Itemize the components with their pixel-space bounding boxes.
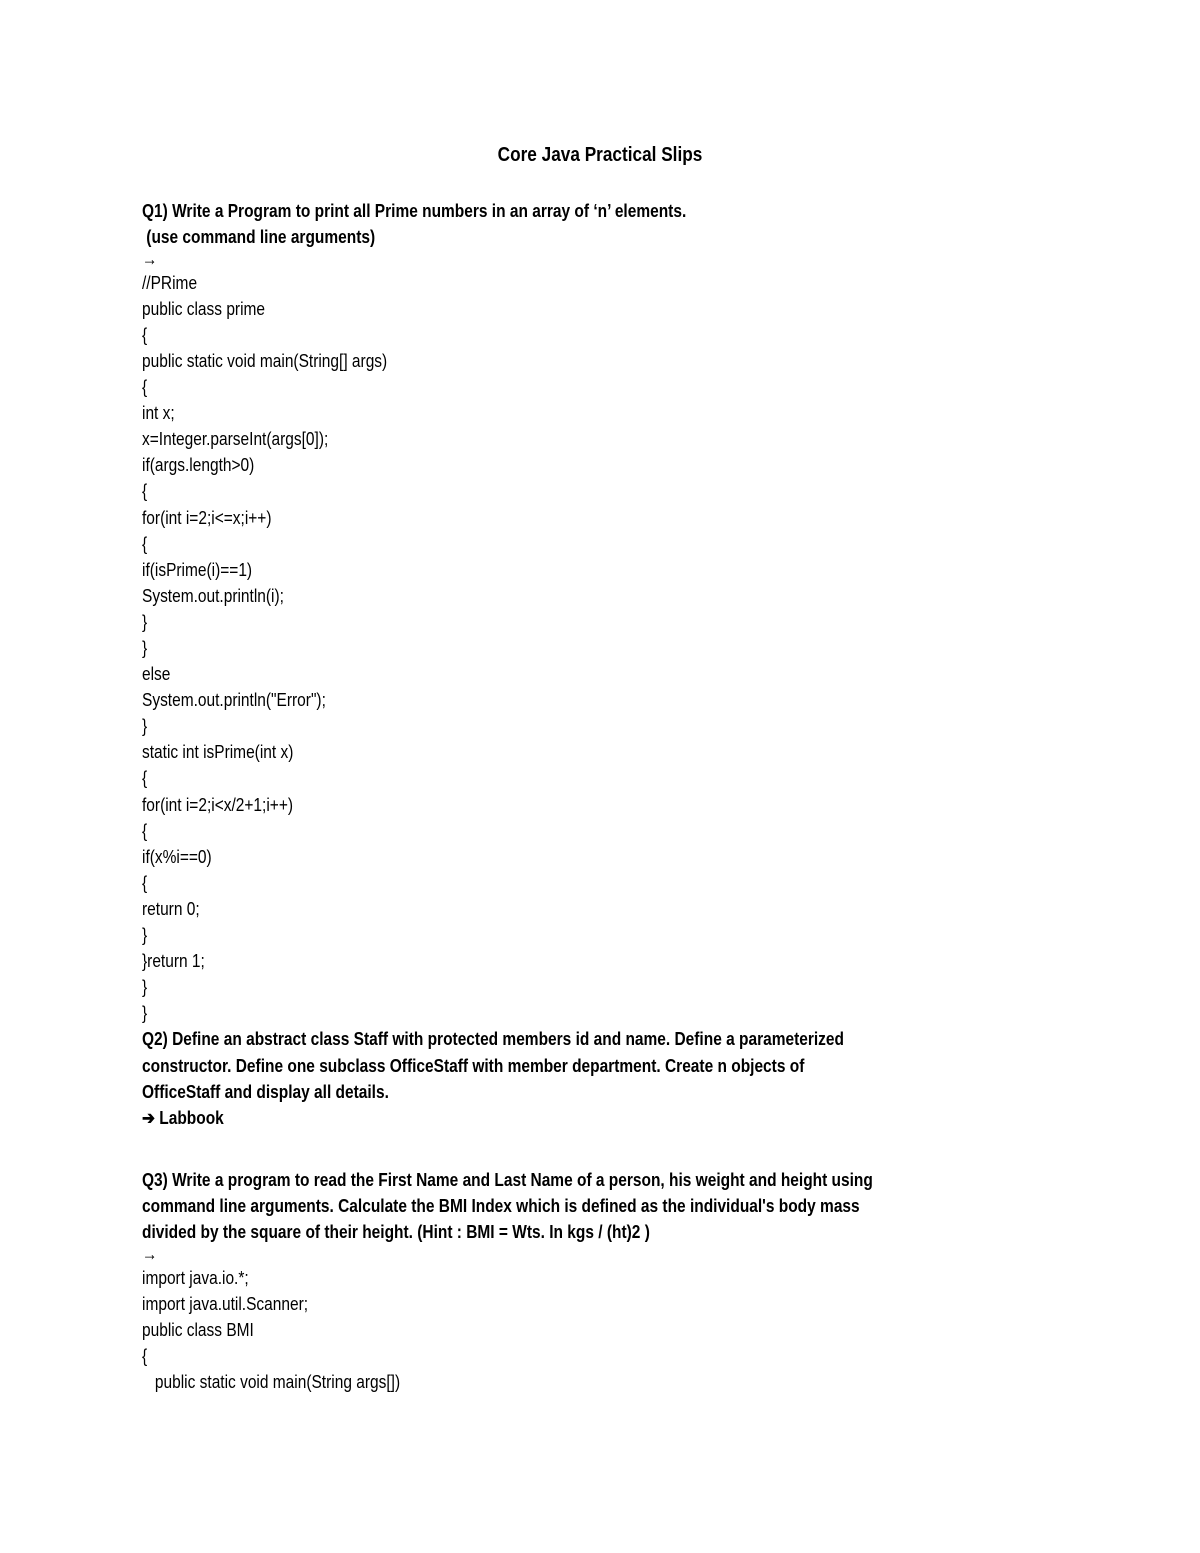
code-line: System.out.println(i); (142, 585, 284, 606)
code-line: } (142, 716, 148, 737)
document-title: Core Java Practical Slips (497, 144, 703, 166)
code-line: { (142, 872, 148, 893)
code-line: for(int i=2;i<=x;i++) (142, 507, 272, 528)
code-line: import java.util.Scanner; (142, 1293, 309, 1314)
question-text-line: Q3) Write a program to read the First Name and Last Name of a person, his weight and height using (142, 1170, 873, 1190)
code-line: x=Integer.parseInt(args[0]); (142, 429, 329, 450)
question-text-line: OfficeStaff and display all details. (142, 1081, 389, 1102)
arrow-icon: → (142, 249, 158, 270)
code-line: { (142, 377, 148, 398)
code-line: } (142, 611, 148, 632)
code-line: } (142, 925, 148, 946)
code-line: return 0; (142, 898, 200, 919)
code-line: int x; (142, 403, 175, 424)
code-line: { (142, 768, 148, 789)
code-line: } (142, 638, 148, 658)
code-line: public class BMI (142, 1319, 254, 1340)
questions-q1-q2 (142, 198, 844, 1131)
code-line: if(x%i==0) (142, 846, 212, 867)
arrow-icon: → (142, 1244, 158, 1265)
code-line: if(args.length>0) (142, 455, 255, 476)
question-q3 (142, 1167, 873, 1395)
question-text-line: command line arguments. Calculate the BMI Index which is defined as the individual's body mass (142, 1196, 860, 1217)
code-line: public static void main(String args[]) (142, 1372, 401, 1393)
code-line: } (142, 977, 148, 998)
question-text-line: Q1) Write a Program to print all Prime numbers in an array of ‘n’ elements. (142, 201, 687, 221)
code-line: { (142, 1346, 148, 1367)
code-line: } (142, 1003, 148, 1024)
code-line: else (142, 664, 171, 685)
code-line: { (142, 533, 148, 554)
code-line: public class prime (142, 298, 266, 319)
question-text-line: divided by the square of their height. (Hint : BMI = Wts. In kgs / (ht)2 ) (142, 1222, 650, 1243)
code-line: public static void main(String[] args) (142, 350, 388, 371)
question-text-line: Q2) Define an abstract class Staff with protected members id and name. Define a parameterized (142, 1029, 844, 1050)
code-line: System.out.println("Error"); (142, 690, 326, 711)
code-line: { (142, 324, 148, 345)
code-line: if(isPrime(i)==1) (142, 559, 253, 580)
code-line: for(int i=2;i<x/2+1;i++) (142, 794, 294, 815)
code-line: static int isPrime(int x) (142, 742, 294, 763)
code-line: import java.io.*; (142, 1267, 249, 1288)
code-line: { (142, 481, 148, 502)
code-line: }return 1; (142, 951, 205, 972)
code-line: { (142, 820, 148, 841)
question-text-line: (use command line arguments) (142, 227, 376, 248)
question-text-line: constructor. Define one subclass OfficeStaff with member department. Create n objects of (142, 1055, 805, 1076)
code-line: //PRime (142, 272, 198, 293)
question-text-line: ➔ Labbook (142, 1107, 224, 1128)
